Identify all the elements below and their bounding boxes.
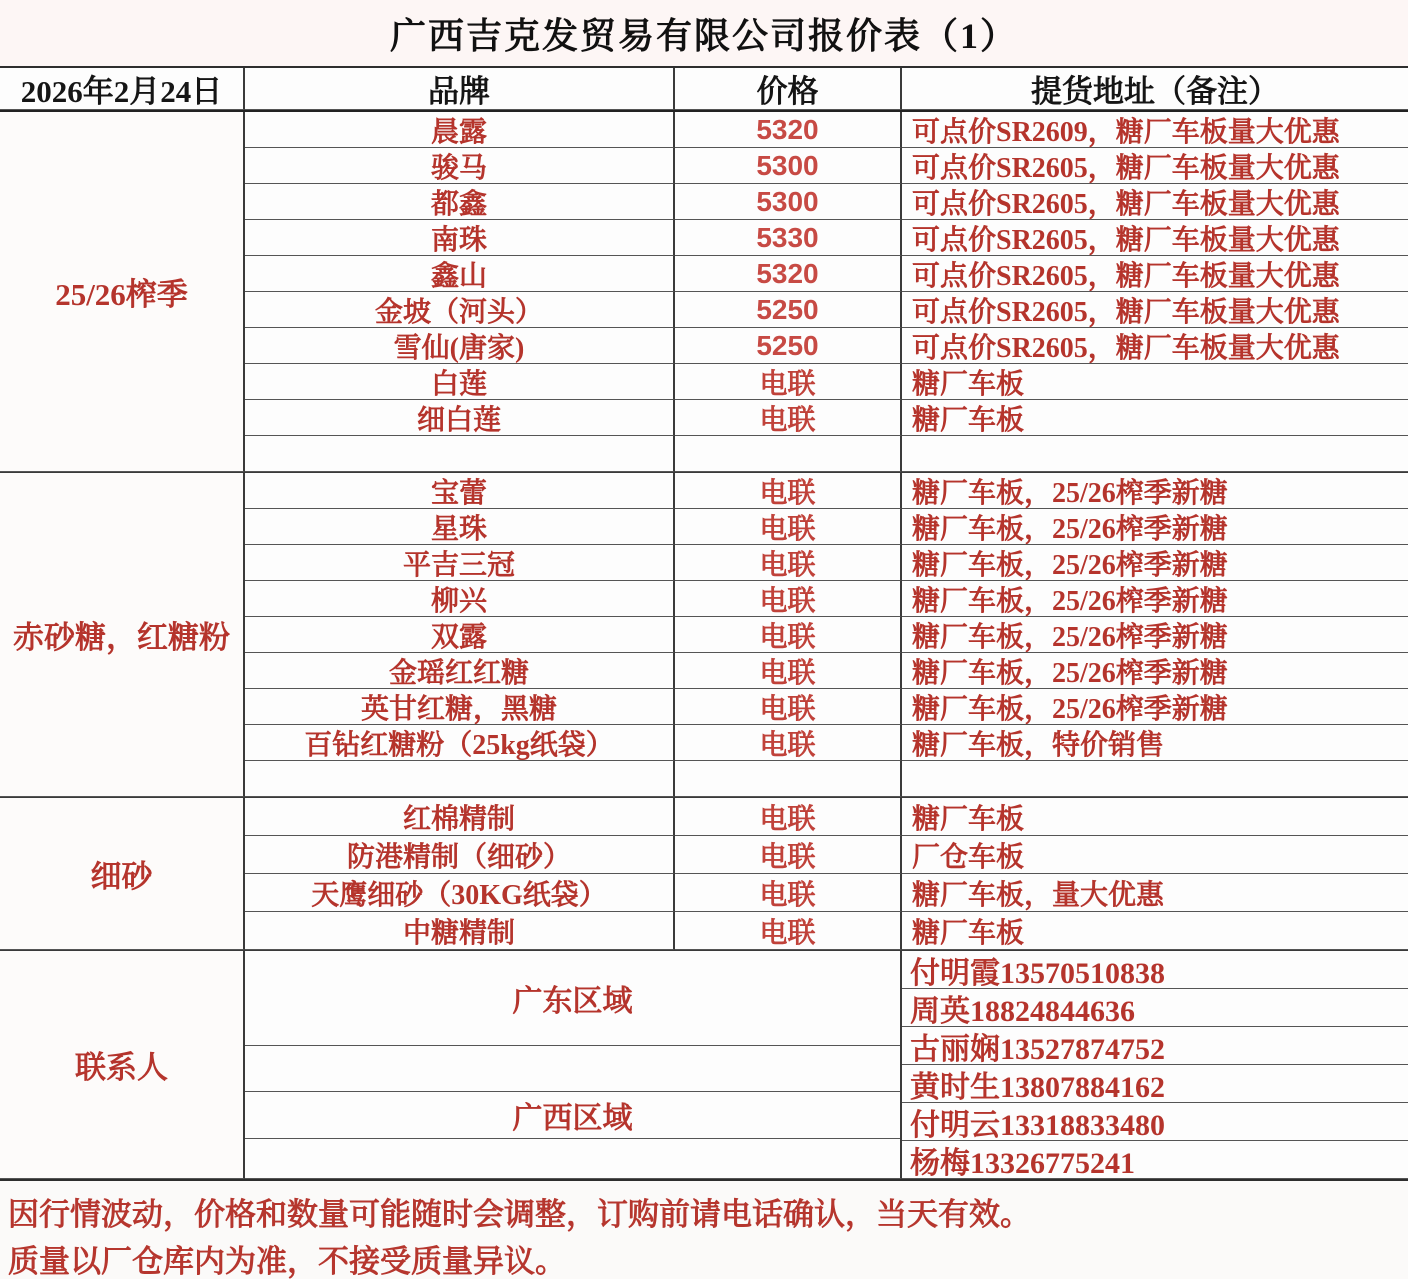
note-cell: 可点价SR2605，糖厂车板量大优惠 — [902, 292, 1408, 328]
brand-cell: 金坡（河头） — [245, 292, 675, 328]
price-cell: 5250 — [675, 292, 902, 328]
price-cell: 5320 — [675, 112, 902, 148]
footer-note-line2: 质量以厂仓库内为准，不接受质量异议。 — [8, 1244, 566, 1279]
page-title: 广西吉克发贸易有限公司报价表（1） — [389, 15, 1018, 56]
contact-cell: 周英18824844636 — [902, 989, 1408, 1027]
price-cell: 电联 — [675, 689, 902, 725]
brand-cell: 天鹰细砂（30KG纸袋） — [245, 874, 675, 912]
brand-cell-empty — [245, 436, 675, 472]
note-cell: 可点价SR2605，糖厂车板量大优惠 — [902, 328, 1408, 364]
price-cell: 电联 — [675, 473, 902, 509]
brand-cell: 百钻红糖粉（25kg纸袋） — [245, 725, 675, 761]
section-fine-sand — [0, 798, 1408, 951]
note-cell: 糖厂车板，25/26榨季新糖 — [902, 689, 1408, 725]
brand-cell: 细白莲 — [245, 400, 675, 436]
note-cell: 糖厂车板，特价销售 — [902, 725, 1408, 761]
note-cell: 可点价SR2605，糖厂车板量大优惠 — [902, 220, 1408, 256]
region-cell-guangdong: 广东区域 — [245, 951, 900, 1046]
price-cell: 电联 — [675, 400, 902, 436]
header-brand: 品牌 — [245, 68, 675, 110]
note-cell: 可点价SR2605，糖厂车板量大优惠 — [902, 256, 1408, 292]
section-contacts — [0, 951, 1408, 1179]
contact-cell: 古丽娴13527874752 — [902, 1027, 1408, 1065]
brand-cell: 鑫山 — [245, 256, 675, 292]
region-cell-empty — [245, 1046, 900, 1092]
header-price: 价格 — [675, 68, 902, 110]
region-column — [245, 951, 902, 1179]
brand-cell: 雪仙(唐家) — [245, 328, 675, 364]
brand-cell: 平吉三冠 — [245, 545, 675, 581]
note-cell: 糖厂车板，25/26榨季新糖 — [902, 617, 1408, 653]
contact-cell: 黄时生13807884162 — [902, 1065, 1408, 1103]
brand-cell: 柳兴 — [245, 581, 675, 617]
price-cell: 电联 — [675, 581, 902, 617]
brand-cell: 双露 — [245, 617, 675, 653]
footer-notes — [0, 1181, 1408, 1279]
quotation-table — [0, 66, 1408, 1181]
header-date: 2026年2月24日 — [0, 68, 245, 110]
category-cell: 赤砂糖，红糖粉 — [0, 473, 245, 797]
contact-cell: 付明霞13570510838 — [902, 951, 1408, 989]
section-brown-sugar — [0, 473, 1408, 798]
note-cell: 糖厂车板，25/26榨季新糖 — [902, 545, 1408, 581]
note-cell: 糖厂车板 — [902, 798, 1408, 836]
brand-cell: 金瑶红红糖 — [245, 653, 675, 689]
price-cell: 电联 — [675, 874, 902, 912]
contact-cell: 杨梅13326775241 — [902, 1141, 1408, 1179]
note-cell-empty — [902, 761, 1408, 797]
price-cell: 电联 — [675, 798, 902, 836]
note-cell: 糖厂车板，25/26榨季新糖 — [902, 653, 1408, 689]
brand-cell-empty — [245, 761, 675, 797]
price-cell: 电联 — [675, 364, 902, 400]
price-cell: 电联 — [675, 509, 902, 545]
brand-cell: 英甘红糖，黑糖 — [245, 689, 675, 725]
price-cell-empty — [675, 761, 902, 797]
category-cell: 联系人 — [0, 951, 245, 1179]
table-header-row — [0, 68, 1408, 112]
note-cell: 糖厂车板，量大优惠 — [902, 874, 1408, 912]
note-cell: 厂仓车板 — [902, 836, 1408, 874]
price-cell: 电联 — [675, 545, 902, 581]
sheet-title-bar — [0, 0, 1408, 66]
price-cell: 电联 — [675, 653, 902, 689]
contact-cell: 付明云13318833480 — [902, 1103, 1408, 1141]
note-cell: 可点价SR2605，糖厂车板量大优惠 — [902, 148, 1408, 184]
price-cell: 5330 — [675, 220, 902, 256]
brand-cell: 南珠 — [245, 220, 675, 256]
price-cell-empty — [675, 436, 902, 472]
note-cell: 糖厂车板 — [902, 400, 1408, 436]
brand-cell: 宝蕾 — [245, 473, 675, 509]
price-cell: 电联 — [675, 617, 902, 653]
price-cell: 5300 — [675, 184, 902, 220]
price-cell: 5250 — [675, 328, 902, 364]
brand-cell: 骏马 — [245, 148, 675, 184]
category-cell: 细砂 — [0, 798, 245, 950]
note-cell: 可点价SR2609，糖厂车板量大优惠 — [902, 112, 1408, 148]
note-cell: 糖厂车板 — [902, 912, 1408, 950]
region-cell-guangxi: 广西区域 — [245, 1092, 900, 1139]
region-cell-empty — [245, 1139, 900, 1178]
price-cell: 电联 — [675, 836, 902, 874]
price-cell: 电联 — [675, 912, 902, 950]
section-crush-season — [0, 112, 1408, 473]
brand-cell: 晨露 — [245, 112, 675, 148]
note-cell: 糖厂车板，25/26榨季新糖 — [902, 509, 1408, 545]
brand-cell: 都鑫 — [245, 184, 675, 220]
note-cell: 糖厂车板，25/26榨季新糖 — [902, 473, 1408, 509]
header-address: 提货地址（备注） — [902, 68, 1408, 110]
note-cell-empty — [902, 436, 1408, 472]
brand-cell: 防港精制（细砂） — [245, 836, 675, 874]
note-cell: 糖厂车板 — [902, 364, 1408, 400]
price-cell: 5300 — [675, 148, 902, 184]
footer-note-line1: 因行情波动，价格和数量可能随时会调整，订购前请电话确认，当天有效。 — [8, 1197, 1031, 1232]
price-cell: 5320 — [675, 256, 902, 292]
brand-cell: 白莲 — [245, 364, 675, 400]
note-cell: 可点价SR2605，糖厂车板量大优惠 — [902, 184, 1408, 220]
brand-cell: 中糖精制 — [245, 912, 675, 950]
note-cell: 糖厂车板，25/26榨季新糖 — [902, 581, 1408, 617]
brand-cell: 红棉精制 — [245, 798, 675, 836]
category-cell: 25/26榨季 — [0, 112, 245, 472]
price-cell: 电联 — [675, 725, 902, 761]
brand-cell: 星珠 — [245, 509, 675, 545]
